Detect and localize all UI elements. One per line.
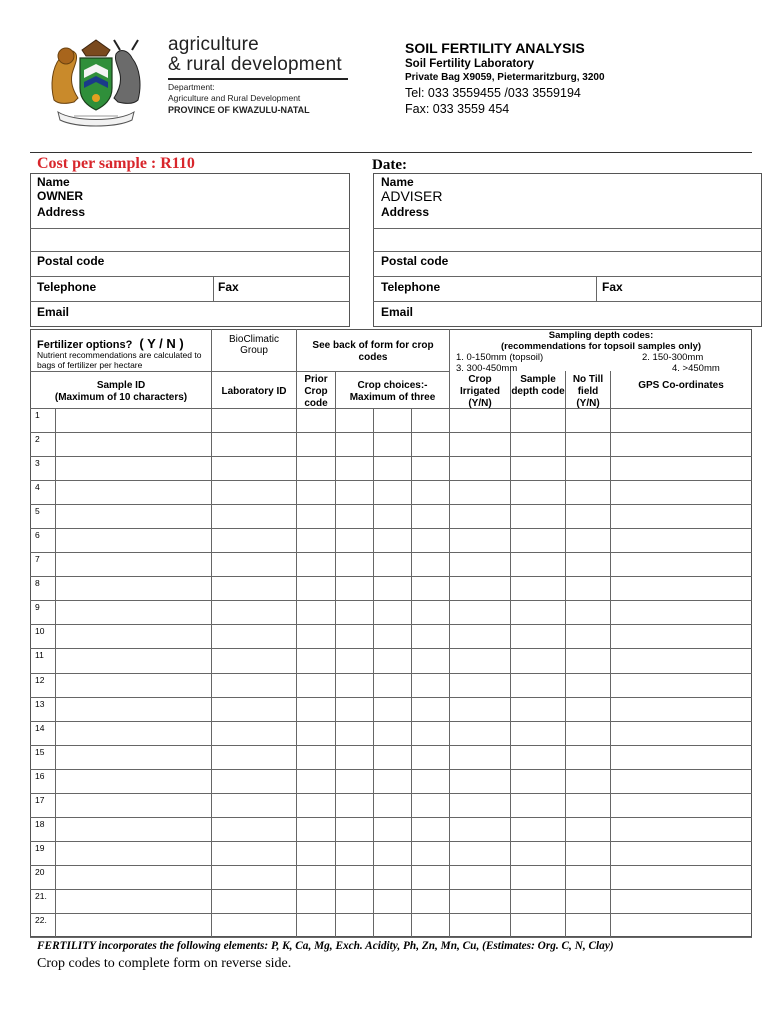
row-number: 11: [35, 650, 44, 660]
table-row[interactable]: [55, 745, 752, 769]
header-divider: [30, 152, 752, 153]
sample-id-note: (Maximum of 10 characters): [54, 392, 188, 403]
table-row-divider: [30, 937, 752, 938]
row-number: 21.: [35, 891, 47, 901]
row-number: 10: [35, 626, 45, 636]
kzn-coat-of-arms: [44, 30, 148, 130]
gps-header: GPS Co-ordinates: [638, 380, 724, 391]
table-row[interactable]: [55, 889, 752, 913]
depth-code-3: 3. 300-450mm: [456, 363, 518, 374]
dept-wordmark-line1: agriculture: [168, 34, 259, 55]
table-row[interactable]: [55, 576, 752, 600]
row-number: 17: [35, 795, 45, 805]
table-row[interactable]: [55, 624, 752, 648]
no-till-header: No Till field (Y/N): [572, 374, 604, 409]
fertility-elements-note: FERTILITY incorporates the following elements: P, K, Ca, Mg, Exch. Acidity, Ph, Zn, Mn, Cu, (Estimates: Org. C, N, Clay): [37, 940, 614, 952]
table-row[interactable]: [55, 769, 752, 793]
date-label: Date:: [372, 157, 407, 173]
fertilizer-yn: ( Y / N ): [139, 336, 184, 351]
owner-name-label: Name: [37, 175, 70, 189]
owner-email-label: Email: [37, 305, 70, 319]
row-number: 8: [35, 578, 40, 588]
adviser-fax-label: Fax: [602, 280, 623, 294]
table-row[interactable]: [55, 865, 752, 889]
table-row[interactable]: [55, 913, 752, 937]
adviser-address-label: Address: [381, 205, 430, 219]
depth-code-2: 2. 150-300mm: [642, 352, 704, 363]
row-number: 22.: [35, 915, 47, 925]
dept-wordmark-line2: & rural development: [168, 54, 342, 75]
crop-irrigated-header: Crop Irrigated (Y/N): [459, 374, 500, 409]
dept-province: PROVINCE OF KWAZULU-NATAL: [168, 105, 310, 115]
depth-code-1: 1. 0-150mm (topsoil): [456, 352, 544, 363]
row-number: 9: [35, 602, 40, 612]
owner-postal-label: Postal code: [37, 254, 105, 268]
row-number: 6: [35, 530, 40, 540]
dept-wordmark-rule: [168, 78, 348, 80]
table-row[interactable]: [55, 600, 752, 624]
adviser-email-label: Email: [381, 305, 414, 319]
table-row[interactable]: [55, 817, 752, 841]
table-row[interactable]: [55, 456, 752, 480]
table-row[interactable]: [55, 673, 752, 697]
dept-label: Department:: [168, 82, 215, 92]
lab-fax: Fax: 033 3559 454: [405, 102, 510, 116]
row-number: 4: [35, 482, 40, 492]
row-number: 15: [35, 747, 45, 757]
depth-codes-note: (recommendations for topsoil samples only): [500, 341, 702, 352]
depth-codes-title: Sampling depth codes:: [548, 330, 654, 341]
adviser-telephone-label: Telephone: [381, 280, 441, 294]
adviser-title: ADVISER: [381, 188, 443, 204]
owner-fax-label: Fax: [218, 280, 239, 294]
form-title: SOIL FERTILITY ANALYSIS: [405, 40, 585, 56]
table-row[interactable]: [55, 721, 752, 745]
lab-name: Soil Fertility Laboratory: [405, 58, 535, 70]
table-row[interactable]: [55, 648, 752, 672]
crop-codes-note: Crop codes to complete form on reverse side.: [37, 956, 292, 971]
lab-address: Private Bag X9059, Pietermaritzburg, 3200: [405, 72, 605, 83]
table-row[interactable]: [55, 841, 752, 865]
table-row[interactable]: [55, 432, 752, 456]
adviser-postal-label: Postal code: [381, 254, 449, 268]
crop-choices-header: Crop choices:-: [357, 380, 428, 391]
table-row[interactable]: [55, 552, 752, 576]
dept-name: Agriculture and Rural Development: [168, 93, 301, 103]
table-row[interactable]: [55, 480, 752, 504]
row-number: 5: [35, 506, 40, 516]
laboratory-id-header: Laboratory ID: [221, 386, 287, 397]
row-number: 18: [35, 819, 45, 829]
prior-crop-header: Prior Crop code: [304, 374, 328, 409]
row-number: 19: [35, 843, 45, 853]
table-row[interactable]: [55, 408, 752, 432]
sample-depth-header: Sample depth code: [511, 374, 565, 397]
table-row[interactable]: [55, 793, 752, 817]
table-row[interactable]: [55, 528, 752, 552]
owner-address-label: Address: [37, 205, 86, 219]
owner-title: OWNER: [37, 189, 83, 203]
row-number: 13: [35, 699, 45, 709]
table-row[interactable]: [55, 504, 752, 528]
fertilizer-note: Nutrient recommendations are calculated to bags of fertilizer per hectare: [37, 350, 202, 370]
row-number: 7: [35, 554, 40, 564]
cost-per-sample: Cost per sample : R110: [37, 155, 195, 172]
see-back-note: See back of form for crop codes: [312, 340, 434, 363]
row-number: 14: [35, 723, 45, 733]
row-number: 2: [35, 434, 40, 444]
lab-telephone: Tel: 033 3559455 /033 3559194: [405, 86, 581, 100]
fertilizer-options-label: Fertilizer options? ( Y / N ): [37, 336, 184, 351]
crop-choices-note: Maximum of three: [349, 392, 436, 403]
depth-code-4: 4. >450mm: [672, 363, 720, 374]
row-number: 12: [35, 675, 45, 685]
owner-telephone-label: Telephone: [37, 280, 97, 294]
bioclimatic-group-header: BioClimatic Group: [228, 334, 279, 356]
sample-id-header: Sample ID: [96, 380, 146, 391]
owner-address-field[interactable]: [120, 200, 345, 224]
table-row[interactable]: [55, 697, 752, 721]
row-number: 16: [35, 771, 45, 781]
adviser-name-label: Name: [381, 175, 414, 189]
row-number: 20: [35, 867, 45, 877]
row-number: 1: [35, 410, 40, 420]
row-number: 3: [35, 458, 40, 468]
